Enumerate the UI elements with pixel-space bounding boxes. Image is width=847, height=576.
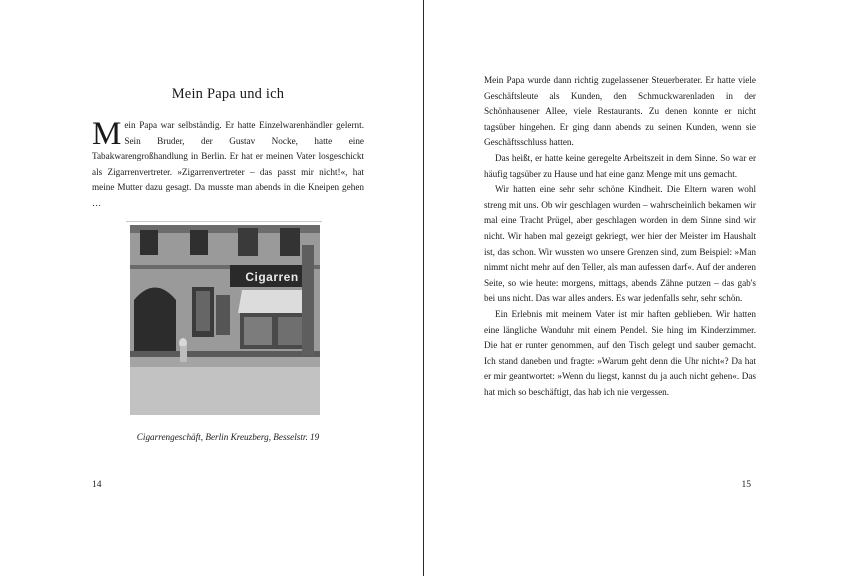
paragraph: Mein Papa wurde dann richtig zugelassener Steuerberater. Er hatte viele Geschäftsleute als Kunden, den Schmuckwarenladen in der Schönhausener Allee, viele Restaurants. Zu denen konnte er nicht tagsüber hingehen. Er ging dann abends zu seinen Kunden, wenn sie Geschäftsschluss hatten. [484,75,756,148]
photo-caption: Cigarrengeschäft, Berlin Kreuzberg, Besselstr. 19 [136,432,320,442]
page-number-left: 14 [92,480,102,490]
intro-text: ein Papa war selbständig. Er hatte Einzelwarenhändler gelernt. Sein Bruder, der Gustav Nocke, hatte eine Tabakwarengroßhandlung in Berlin. Er hat er meinen Vater losgeschickt als Zigarrenvertreter. »Zigarrenvertreter – das passt mir nicht!«, hat meine Mutter dazu gesagt. Da musste man abends in die Kneipen gehen … [92,120,364,208]
paragraph: Das heißt, er hatte keine geregelte Arbeitszeit in dem Sinne. So war er häufig tagsüber zu Hause und hat eine ganz Menge mit uns gemacht. [484,152,756,179]
page-number-right: 15 [741,480,751,490]
paragraph: Ein Erlebnis mit meinem Vater ist mir haften geblieben. Wir hatten eine längliche Wanduhr mit einem Pendel. Sie hing im Kinderzimmer. Die hat er runter genommen, auf den Tisch gelegt und sauber gemacht. Ich stand daneben und fragte: »Warum geht denn die Uhr nicht«? Da hat er mir geantwortet: »Wenn du liegst, kannst du ja auch nicht gehen«. Das hat mich so beschäftigt, das hab ich nie vergessen. [484,308,756,397]
right-page [424,0,847,576]
storefront-photo [130,225,320,415]
paragraph: Wir hatten eine sehr sehr schöne Kindheit. Die Eltern waren wohl streng mit uns. Ob wir geschlagen wurden – wahrscheinlich bekamen wir mal eine Tracht Prügel, aber geschlagen worden in dem Sinne sind wir nicht. Wir haben mal gezeigt gekriegt, wer hier der Meister im Haushalt ist, das schon. Wir wussten wo unsere Grenzen sind, zum Beispiel: »Man nimmt nicht mehr auf den Teller, als man aufessen darf«. Auf der anderen Seite, so wie heute: morgens, mittags, abends Zähne putzen – das gab's bei uns nicht. Das war alles anders. Es war jedenfalls sehr, sehr schön. [484,184,756,304]
shop-sign-text: Cigarren [245,270,299,284]
chapter-title: Mein Papa und ich [171,86,285,102]
intro-paragraph [92,118,364,212]
body-text [484,73,756,400]
left-page [0,0,423,576]
photo-border-line [126,221,322,222]
drop-cap: M [92,116,122,152]
